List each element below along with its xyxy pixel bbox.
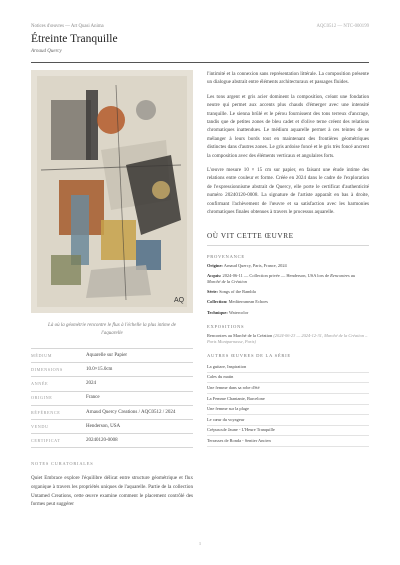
artist-name: Arnaud Quercy — [31, 49, 62, 54]
detail-value: 2024 — [86, 381, 96, 387]
provenance-collection — [207, 299, 369, 305]
detail-value: Arnaud Quercy Creations / AQC0512 / 2024 — [86, 409, 176, 415]
detail-key: ANNÉE — [31, 381, 49, 387]
top-bar — [31, 24, 369, 32]
breadcrumb: Notices d'œuvres — Art Quasi Anima — [31, 24, 104, 29]
work-link[interactable]: Une femme sur la plage — [207, 405, 369, 416]
work-link[interactable]: Cales du matin — [207, 373, 369, 384]
curatorial-notes-heading: NOTES CURATORIALES — [31, 461, 94, 467]
series-label: Série: — [207, 289, 218, 295]
provenance-heading: PROVENANCE — [207, 253, 245, 259]
header-divider — [31, 62, 369, 63]
acquired-value: 2024-06-11 — Collection privée — Henderson, USA lors de — [222, 272, 330, 278]
technique-value: Watercolor — [228, 309, 249, 315]
detail-value: Henderson, USA — [86, 423, 121, 429]
origin-label: Origine: — [207, 262, 223, 268]
work-link[interactable]: La guitare, Inspiration — [207, 362, 369, 373]
detail-value: 20240120-0008 — [86, 437, 118, 443]
provenance-technique — [207, 310, 369, 316]
description-paragraph: l'intimité et la connexion sans représentation littérale. La composition présente un dialogue abstrait entre éléments architecturaux et passages fluides. — [207, 71, 369, 86]
work-link[interactable]: La Femme Chantante, Barcelone — [207, 394, 369, 405]
origin-value: Arnaud Quercy, Paris, France, 2024 — [223, 262, 287, 268]
detail-key: DIMENSIONS — [31, 366, 63, 372]
detail-row — [31, 434, 193, 448]
detail-key: MÉDIUM — [31, 352, 53, 358]
where-section-title: OÙ VIT CETTE ŒUVRE — [207, 232, 369, 246]
provenance-origin — [207, 263, 369, 269]
work-link[interactable]: Une femme dans sa robe d'été — [207, 383, 369, 394]
detail-key: RÉFÉRENCE — [31, 409, 61, 415]
collection-label: Collection: — [207, 299, 228, 305]
other-works-list — [207, 362, 369, 447]
artwork-caption: Là où la géométrie rencontre le flux à l'échelle la plus intime de l'aquarelle — [48, 323, 176, 336]
detail-row — [31, 377, 193, 391]
detail-row — [31, 420, 193, 434]
curatorial-notes-text: Quiet Embrace explore l'équilibre délicat entre structure géométrique et flux organique à travers les propriétés uniques de l'aquarelle. Partie de la collection Untamed Creations, cette œuvre examine comment le placement contrôlé des formes peut suggérer — [31, 475, 193, 508]
detail-value: 10.0×15.0cm — [86, 366, 113, 372]
detail-key: ORIGINE — [31, 395, 53, 401]
detail-key: VENDU — [31, 423, 49, 429]
exposition-name: Rencontres au Marché de la Création — [207, 332, 273, 338]
description-paragraph: L'œuvre mesure 10 × 15 cm sur papier, en faisant une étude intime des relations entre couleur et forme. Créée en 2024 dans le cadre de l'exploration de l'expressionnisme abstrait de Quercy, elle porte le certificat d'authenticité numéro 20240120-0008. La signature de l'artiste apparaît en bas à droite, confirmant l'achèvement de l'œuvre et sa satisfaction avec les harmonies chromatiques finales obtenues à travers le processus aquarelle. — [207, 167, 369, 216]
provenance-acquired — [207, 273, 369, 285]
reference-code: AQC0512 — NTC-000199 — [316, 24, 369, 29]
detail-row — [31, 363, 193, 377]
expositions-heading: EXPOSITIONS — [207, 323, 245, 329]
other-works-heading: AUTRES ŒUVRES DE LA SÉRIE — [207, 353, 291, 359]
right-column — [207, 70, 369, 447]
detail-value: France — [86, 395, 100, 401]
page-number: 1 — [198, 541, 202, 546]
artist-signature: AQ — [174, 297, 185, 304]
detail-row — [31, 406, 193, 420]
technique-label: Technique: — [207, 309, 228, 315]
details-table — [31, 348, 193, 448]
detail-key: CERTIFICAT — [31, 437, 61, 443]
acquired-event: Rencontres au Marché de la Création — [207, 272, 356, 284]
left-column — [31, 70, 193, 509]
artwork-image — [31, 70, 193, 313]
detail-row — [31, 349, 193, 363]
work-link[interactable]: Crépuscule Jaune - L'Heure Tranquille — [207, 426, 369, 437]
description-paragraph: Les tons argent et gris acier dominent la composition, créant une fondation neutre qui permet aux accents plus chauds d'émerger avec une intensité tranquille. Le sienna brûlé et le pérou fournissent des tons terreux d'ancrage, tandis que de petites zones de bleu cadet et d'olive terne créent des relations chromatiques inattendues. Le médium aquarelle permet à ces teintes de se mélanger à leurs bords tout en maintenant des frontières géométriques distinctes dans d'autres zones. Le gris ardoise foncé et le gris très foncé ancrent la composition avec des éléments verticaux et angulaires forts. — [207, 93, 369, 159]
detail-row — [31, 392, 193, 406]
work-link[interactable]: Le cœur du voyageur — [207, 415, 369, 426]
work-link[interactable]: Terrasses de Ronda - Sentier Ancien — [207, 436, 369, 447]
series-value: Songs of the Rambla — [219, 289, 256, 295]
provenance-series — [207, 289, 369, 295]
exposition-entry — [207, 333, 369, 345]
acquired-label: Acquis: — [207, 272, 222, 278]
detail-value: Aquarelle sur Papier — [86, 352, 128, 358]
page-title: Étreinte Tranquille — [31, 33, 118, 45]
collection-value: Mediterranean Echoes — [228, 299, 268, 305]
exposition-detail: (2024-06-23 — 2024-12-31, Marché de la Création – Paris Montparnasse, Paris) — [207, 332, 368, 344]
